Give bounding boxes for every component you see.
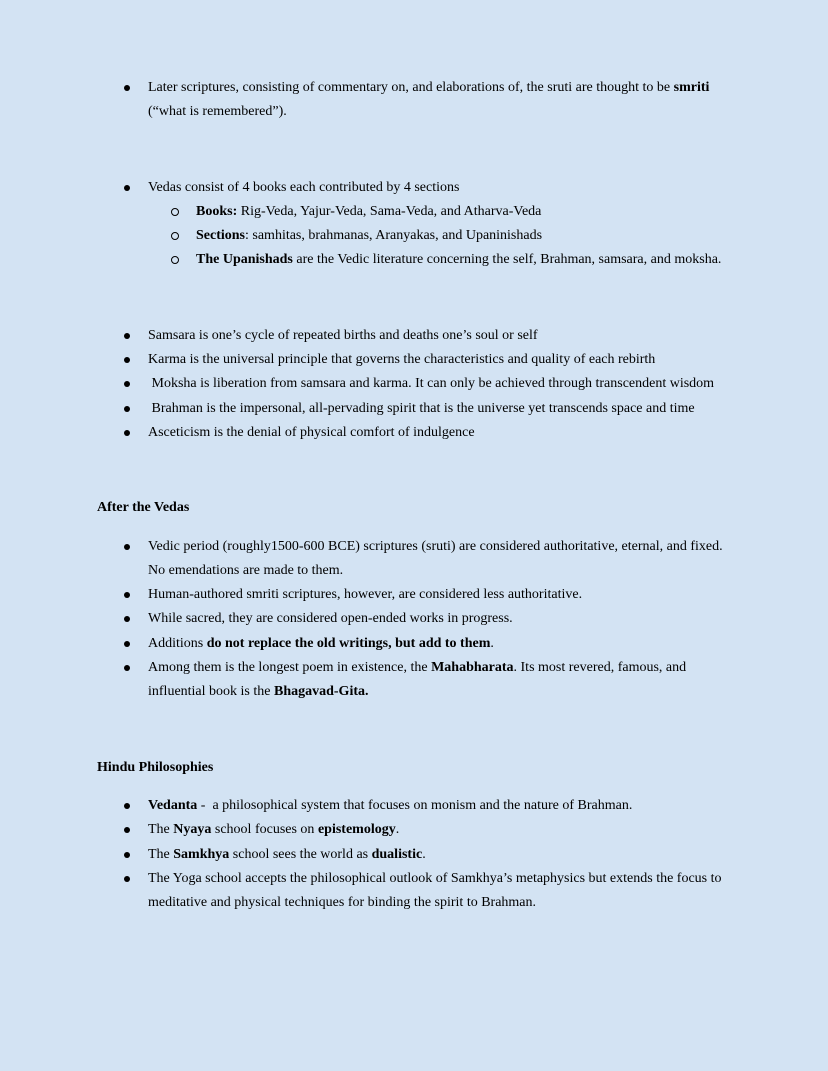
text-segment: school sees the world as [229, 846, 372, 862]
list-item [97, 632, 731, 656]
list-item [97, 200, 731, 224]
text-segment: The [148, 822, 174, 838]
bullet-icon [124, 544, 130, 550]
bullet-icon [124, 641, 130, 647]
bullet-list [97, 324, 731, 445]
bullet-icon [124, 803, 130, 809]
text-segment-bold: Samkhya [173, 846, 230, 862]
list-item-text [148, 80, 713, 119]
text-segment-bold: dualistic [371, 846, 423, 862]
list-item [97, 843, 731, 867]
list-item-text [148, 180, 459, 195]
text-segment-bold: Vedanta [148, 797, 198, 813]
text-segment-bold: epistemology [317, 822, 396, 838]
bullet-icon [124, 616, 130, 622]
bullet-icon [124, 406, 130, 412]
text-segment: Human-authored smriti scriptures, however, are considered less authoritative. [148, 587, 583, 603]
list-item [97, 372, 731, 396]
hollow-bullet-icon [171, 232, 179, 240]
bullet-icon [124, 592, 130, 598]
text-segment: school focuses on [211, 822, 318, 838]
text-segment-bold: The Upanishads [196, 252, 293, 268]
text-segment-bold: Nyaya [173, 822, 212, 838]
text-segment: Vedas consist of 4 books each contributed by 4 sections [148, 179, 460, 195]
text-segment: - a philosophical system that focuses on monism and the nature of Brahman. [197, 797, 633, 813]
list-item-text [148, 401, 695, 416]
list-item [97, 867, 731, 916]
list-item-text [148, 660, 690, 699]
list-item-text [148, 798, 632, 813]
text-segment-bold: Sections [196, 228, 245, 244]
list-item [97, 656, 731, 705]
bullet-icon [124, 185, 130, 191]
text-segment: . [490, 635, 494, 651]
list-item [97, 224, 731, 248]
list-item [97, 583, 731, 607]
list-item-text [148, 611, 513, 626]
list-item-text [148, 587, 582, 602]
list-item-text [148, 376, 714, 391]
list-item [97, 607, 731, 631]
list-item [97, 176, 731, 200]
bullet-list [97, 794, 731, 915]
text-segment: Rig-Veda, Yajur-Veda, Sama-Veda, and Atharva-Veda [237, 203, 542, 219]
text-segment-bold: Bhagavad-Gita. [273, 684, 369, 700]
text-segment: Later scriptures, consisting of commentary on, and elaborations of, the sruti are thought to be [148, 80, 674, 95]
text-segment: (“what is remembered”). [148, 80, 713, 120]
text-segment: are the Vedic literature concerning the self, Brahman, samsara, and moksha. [292, 252, 722, 268]
bullet-list [97, 176, 731, 273]
list-item-text [196, 204, 541, 219]
text-segment: Brahman is the impersonal, all-pervading spirit that is the universe yet transcends space and time [148, 400, 695, 416]
section-heading: Hindu Philosophies [97, 759, 214, 775]
list-item [97, 397, 731, 421]
list-item [97, 76, 731, 125]
text-segment: Vedic period (roughly1500-600 BCE) scriptures (sruti) are considered authoritative, eternal, and fixed. No emendations are made to them. [148, 538, 727, 578]
text-segment: Additions [148, 635, 207, 651]
bullet-icon [124, 381, 130, 387]
section-heading: After the Vedas [97, 500, 190, 516]
text-segment: Samsara is one’s cycle of repeated births and deaths one’s soul or self [148, 327, 538, 343]
list-item [97, 324, 731, 348]
text-segment: While sacred, they are considered open-ended works in progress. [148, 611, 513, 627]
text-segment-bold: do not replace the old writings, but add to them [206, 635, 491, 651]
text-segment: Karma is the universal principle that governs the characteristics and quality of each rebirth [148, 352, 656, 368]
text-segment-bold: Mahabharata [431, 660, 514, 676]
bullet-icon [124, 876, 130, 882]
bullet-icon [124, 85, 130, 91]
document-body [97, 76, 731, 915]
list-item [97, 535, 731, 584]
list-item-text [148, 539, 726, 578]
hollow-bullet-icon [171, 208, 179, 216]
list-item-text [148, 328, 538, 343]
list-item [97, 818, 731, 842]
list-item-text [148, 636, 494, 651]
bullet-icon [124, 665, 130, 671]
text-segment: Asceticism is the denial of physical comfort of indulgence [148, 424, 475, 440]
bullet-list [97, 535, 731, 705]
bullet-icon [124, 827, 130, 833]
list-item-text [148, 425, 475, 440]
text-segment: The [148, 846, 174, 862]
text-segment-bold: Books: [196, 203, 238, 219]
text-segment: : samhitas, brahmanas, Aranyakas, and Upaninishads [245, 228, 543, 244]
hollow-bullet-icon [171, 256, 179, 264]
list-item-text [148, 847, 426, 862]
bullet-list [97, 76, 731, 125]
list-item [97, 348, 731, 372]
list-item-text [148, 871, 725, 910]
list-item-text [196, 228, 542, 243]
text-segment: . Its most revered, famous, and influential book is the [148, 660, 690, 700]
text-segment: . [422, 846, 426, 862]
list-item-text [196, 252, 721, 267]
list-item [97, 248, 731, 272]
bullet-icon [124, 333, 130, 339]
list-item-text [148, 352, 655, 367]
text-segment-bold: smriti [673, 80, 710, 95]
list-item-text [148, 822, 399, 837]
bullet-icon [124, 852, 130, 858]
bullet-icon [124, 430, 130, 436]
text-segment: The Yoga school accepts the philosophical outlook of Samkhya’s metaphysics but extends the focus to meditative and physical techniques for binding the spirit to Brahman. [148, 870, 726, 911]
text-segment: Moksha is liberation from samsara and karma. It can only be achieved through transcendent wisdom [148, 376, 715, 392]
bullet-icon [124, 357, 130, 363]
text-segment: . [395, 822, 400, 838]
text-segment: Among them is the longest poem in existence, the [148, 660, 432, 676]
list-item [97, 794, 731, 818]
list-item [97, 421, 731, 445]
